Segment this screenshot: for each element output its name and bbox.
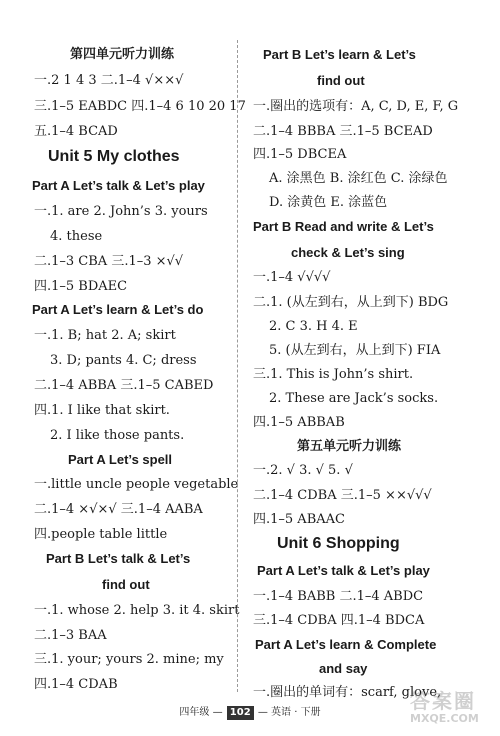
answer-line: 四.1–5 ABBAB	[253, 415, 345, 430]
answer-line: A. 涂黑色 B. 涂红色 C. 涂绿色	[269, 171, 448, 186]
answer-line: 二.1–3 CBA 三.1–3 ×√√	[34, 254, 184, 269]
answer-line: 2. C 3. H 4. E	[269, 319, 358, 334]
answer-line: 四.1–5 DBCEA	[253, 147, 347, 162]
answer-line: 三.1–4 CDBA 四.1–4 BDCA	[253, 613, 425, 628]
section-heading: Part B Let’s learn & Let’s	[263, 47, 416, 62]
section-heading: Part A Let’s spell	[68, 452, 173, 467]
answer-line: 二.1. (从左到右，从上到下) BDG	[253, 295, 449, 310]
section-heading: Part A Let’s talk & Let’s play	[32, 178, 205, 193]
answer-line: 5. (从左到右，从上到下) FIA	[269, 343, 441, 358]
answer-line: 2. These are Jack’s socks.	[269, 391, 439, 406]
watermark-logo	[410, 690, 494, 730]
section-heading: Part A Let’s learn & Complete	[255, 637, 437, 652]
section-heading: Part B Let’s talk & Let’s	[46, 551, 191, 566]
answer-line: D. 涂黄色 E. 涂蓝色	[269, 195, 388, 210]
answer-line: 五.1–4 BCAD	[34, 124, 118, 139]
answer-line: 3. D; pants 4. C; dress	[50, 353, 197, 368]
unit-title: Unit 5 My clothes	[48, 148, 180, 165]
answer-line: 二.1–4 ABBA 三.1–5 CABED	[34, 378, 214, 393]
answer-line: 一.1. whose 2. help 3. it 4. skirt	[34, 603, 240, 618]
page-number: 102	[227, 706, 254, 720]
answer-line: 一.圈出的单词有：scarf, glove,	[253, 685, 442, 700]
section-heading: Part A Let’s talk & Let’s play	[257, 563, 430, 578]
unit-title: Unit 6 Shopping	[277, 535, 400, 552]
answer-line: 一.圈出的选项有：A, C, D, E, F, G	[253, 99, 459, 114]
answer-line: 一.2 1 4 3 二.1–4 √××√	[34, 73, 184, 88]
answer-line: 二.1–4 CDBA 三.1–5 ××√√√	[253, 488, 432, 503]
column-divider	[237, 40, 238, 692]
answer-line: 四.1–5 BDAEC	[34, 279, 128, 294]
answer-line: 一.2. √ 3. √ 5. √	[253, 463, 353, 478]
answer-line: 二.1–3 BAA	[34, 628, 107, 643]
answer-line: 四.1–5 ABAAC	[253, 512, 345, 527]
listening-section-title: 第四单元听力训练	[70, 47, 175, 62]
page-footer: 四年级 — 102 — 英语 · 下册	[179, 707, 321, 718]
answer-line: 四.1. I like that skirt.	[34, 403, 170, 418]
section-heading: Part B Read and write & Let’s	[253, 219, 434, 234]
answer-line: 二.1–4 BBBA 三.1–5 BCEAD	[253, 124, 433, 139]
section-heading: find out	[102, 577, 150, 592]
answer-line: 四.1–4 CDAB	[34, 677, 118, 692]
answer-line: 三.1–5 EABDC 四.1–4 6 10 20 17	[34, 99, 246, 114]
answer-line: 三.1. This is John’s shirt.	[253, 367, 414, 382]
footer-grade: 四年级	[179, 707, 210, 718]
answer-line: 一.1–4 √√√√	[253, 270, 331, 285]
answer-line: 4. these	[50, 229, 103, 244]
listening-section-title: 第五单元听力训练	[297, 439, 402, 454]
answer-line: 一.1–4 BABB 二.1–4 ABDC	[253, 589, 424, 604]
answer-line: 二.1–4 ×√×√ 三.1–4 AABA	[34, 502, 203, 517]
answer-line: 一.1. B; hat 2. A; skirt	[34, 328, 176, 343]
answer-line: 一.1. are 2. John’s 3. yours	[34, 204, 208, 219]
answer-line: 2. I like those pants.	[50, 428, 185, 443]
footer-subject: 英语 · 下册	[271, 707, 321, 718]
watermark-url: MXQE.COM	[410, 712, 479, 725]
section-heading: Part A Let’s learn & Let’s do	[32, 302, 204, 317]
section-heading: find out	[317, 73, 365, 88]
watermark-title: 答案圈	[410, 689, 476, 713]
answer-line: 三.1. your; yours 2. mine; my	[34, 652, 224, 667]
answer-line: 一.little uncle people vegetable	[34, 477, 239, 492]
section-heading: check & Let’s sing	[291, 245, 405, 260]
answer-line: 四.people table little	[34, 527, 168, 542]
section-heading: and say	[319, 661, 368, 676]
